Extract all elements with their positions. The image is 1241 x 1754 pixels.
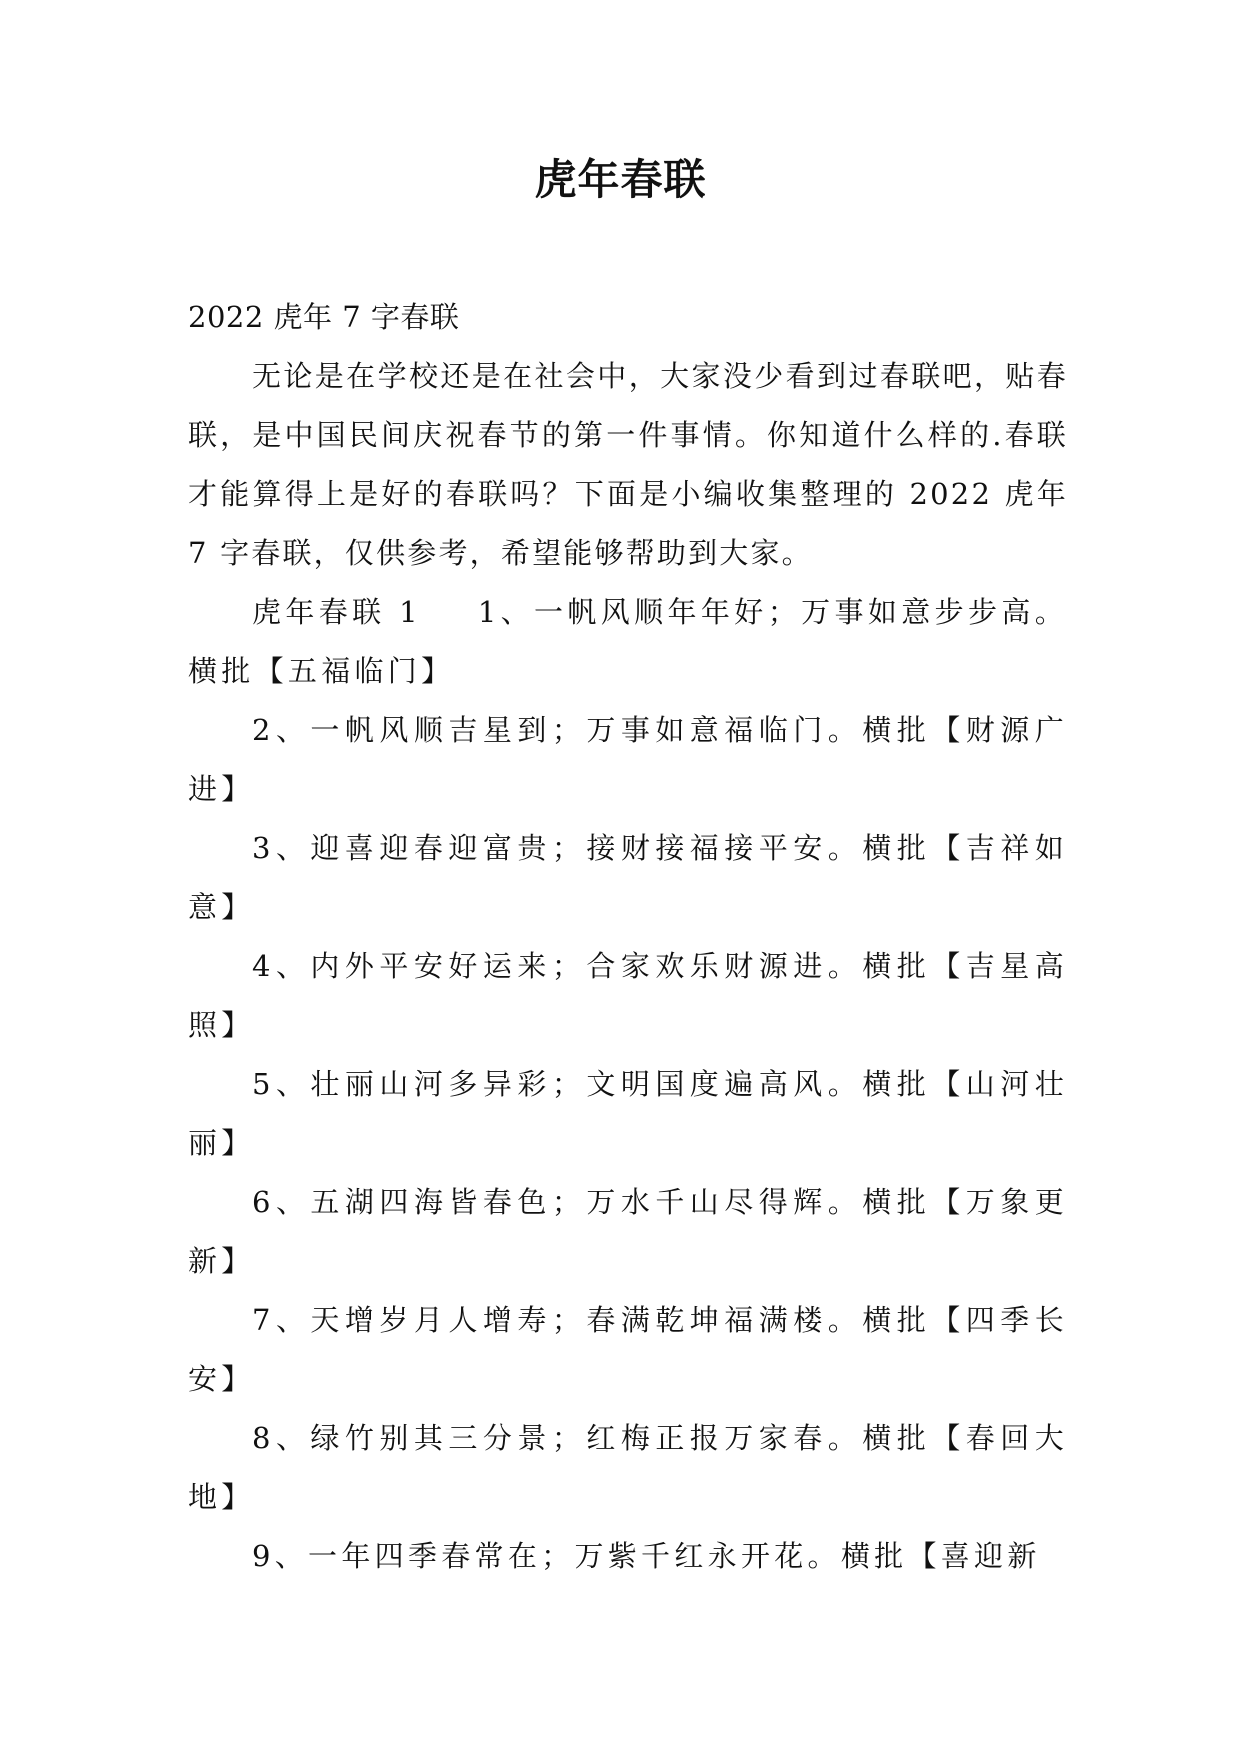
document-body [188, 288, 1068, 1586]
couplet-item-7: 7、天增岁月人增寿；春满乾坤福满楼。横批【四季长安】 [188, 1303, 1068, 1396]
couplet-item-5: 5、壮丽山河多异彩；文明国度遍高风。横批【山河壮丽】 [188, 1067, 1068, 1160]
couplet-item-6: 6、五湖四海皆春色；万水千山尽得辉。横批【万象更新】 [188, 1185, 1068, 1278]
couplet-item-2: 2、一帆风顺吉星到；万事如意福临门。横批【财源广进】 [188, 713, 1068, 806]
couplet-text-1: 1、一帆风顺年年好；万事如意步步高。横批【五福临门】 [188, 595, 1068, 688]
couplet-item-9: 9、一年四季春常在；万紫千红永开花。横批【喜迎新 [252, 1539, 1041, 1573]
document-title: 虎年春联 [534, 155, 707, 204]
couplet-item-3: 3、迎喜迎春迎富贵；接财接福接平安。横批【吉祥如意】 [188, 831, 1068, 924]
document-subtitle: 2022 虎年 7 字春联 [188, 300, 460, 334]
intro-paragraph: 无论是在学校还是在社会中，大家没少看到过春联吧，贴春联，是中国民间庆祝春节的第一件事情。你知道什么样的.春联才能算得上是好的春联吗？下面是小编收集整理的 2022 虎年 7 字春联，仅供参考，希望能够帮助到大家。 [188, 359, 1068, 570]
couplet-item-1 [188, 583, 1068, 701]
couplet-item-8: 8、绿竹别其三分景；红梅正报万家春。横批【春回大地】 [188, 1421, 1068, 1514]
couplet-item-4: 4、内外平安好运来；合家欢乐财源进。横批【吉星高照】 [188, 949, 1068, 1042]
section-heading: 虎年春联 1 [252, 595, 422, 629]
